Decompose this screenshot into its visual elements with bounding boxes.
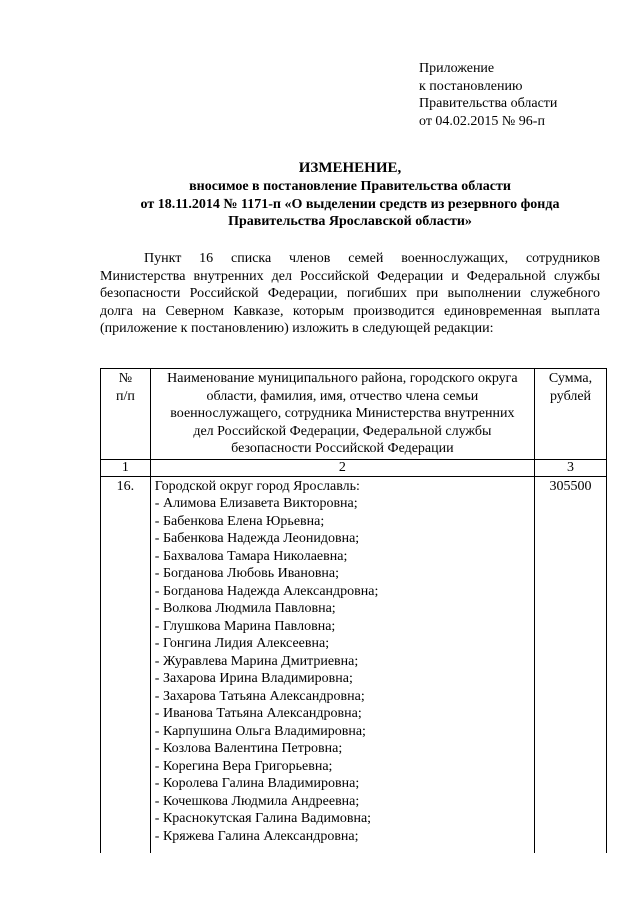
appendix-line-2: к постановлению — [419, 78, 523, 94]
column-index-3: 3 — [535, 459, 607, 476]
title-line-4: Правительства Ярославской области» — [228, 214, 472, 229]
table-row — [101, 476, 607, 853]
header-name-line-4: дел Российской Федерации, Федеральной службы — [193, 423, 492, 439]
row-number: 16. — [101, 476, 151, 853]
list-item: - Краснокутская Галина Вадимовна; — [154, 811, 372, 826]
list-item: - Гонгина Лидия Алексеевна; — [154, 636, 330, 651]
list-item: - Королева Галина Владимировна; — [154, 776, 360, 791]
title-main: ИЗМЕНЕНИЕ, — [298, 160, 402, 176]
title-line-2: вносимое в постановление Правительства области — [189, 179, 511, 194]
list-item: - Глушкова Марина Павловна; — [154, 618, 336, 634]
people-list — [155, 495, 530, 845]
list-item: - Бабенкова Надежда Леонидовна; — [154, 531, 360, 546]
document-title — [100, 159, 600, 231]
header-name-line-3: военнослужащего, сотрудника Министерства внутренних — [170, 406, 515, 421]
header-name-line-2: области, фамилия, имя, отчество члена семьи — [206, 388, 479, 404]
column-index-2: 2 — [150, 459, 534, 476]
header-name-line-1: Наименование муниципального района, городского округа — [167, 371, 518, 386]
list-item: - Богданова Любовь Ивановна; — [154, 566, 340, 581]
header-name — [150, 369, 534, 460]
table-header-row — [101, 369, 607, 460]
list-item: - Карпушина Ольга Владимировна; — [154, 723, 366, 739]
header-sum-line-1: Сумма, — [548, 371, 593, 386]
row-details — [150, 476, 534, 853]
list-item: - Алимова Елизавета Викторовна; — [154, 496, 358, 511]
list-item: - Бахвалова Тамара Николаевна; — [154, 548, 348, 564]
list-item: - Журавлева Марина Дмитриевна; — [154, 653, 359, 669]
list-item: - Корегина Вера Григорьевна; — [154, 758, 333, 774]
list-item: - Захарова Ирина Владимировна; — [154, 671, 353, 686]
header-number — [101, 369, 151, 460]
column-index-row — [101, 459, 607, 476]
header-sum-line-2: рублей — [549, 388, 592, 404]
header-name-line-5: безопасности Российской Федерации — [231, 441, 454, 456]
list-item: - Козлова Валентина Петровна; — [154, 741, 343, 756]
body-paragraph: Пункт 16 списка членов семей военнослужащих, сотрудников Министерства внутренних дел Российской Федерации и Федеральной службы безопасности Российской Федерации, погибших при выполнении служебного долга на Северном Кавказе, которым производится единовременная выплата (приложение к постановлению) изложить в следующей редакции: — [100, 251, 600, 336]
row-amount: 305500 — [535, 476, 607, 853]
appendix-line-4: от 04.02.2015 № 96-п — [419, 113, 545, 129]
list-item: - Бабенкова Елена Юрьевна; — [154, 513, 325, 529]
list-item: - Захарова Татьяна Александровна; — [154, 688, 365, 704]
header-number-line-1: № — [118, 371, 133, 386]
list-item: - Кочешкова Людмила Андреевна; — [154, 793, 360, 809]
header-number-line-2: п/п — [115, 388, 135, 404]
payment-table — [100, 368, 607, 853]
list-item: - Кряжева Галина Александровна; — [154, 828, 359, 844]
column-index-1: 1 — [101, 459, 151, 476]
list-item: - Волкова Людмила Павловна; — [154, 601, 336, 616]
title-line-3: от 18.11.2014 № 1171-п «О выделении средств из резервного фонда — [140, 196, 560, 212]
appendix-header — [419, 60, 557, 130]
appendix-line-1: Приложение — [419, 61, 495, 76]
list-item: - Богданова Надежда Александровна; — [154, 583, 379, 599]
appendix-line-3: Правительства области — [419, 96, 558, 111]
header-sum — [535, 369, 607, 460]
row-district: Городской округ город Ярославль: — [154, 478, 360, 494]
list-item: - Иванова Татьяна Александровна; — [154, 706, 362, 721]
